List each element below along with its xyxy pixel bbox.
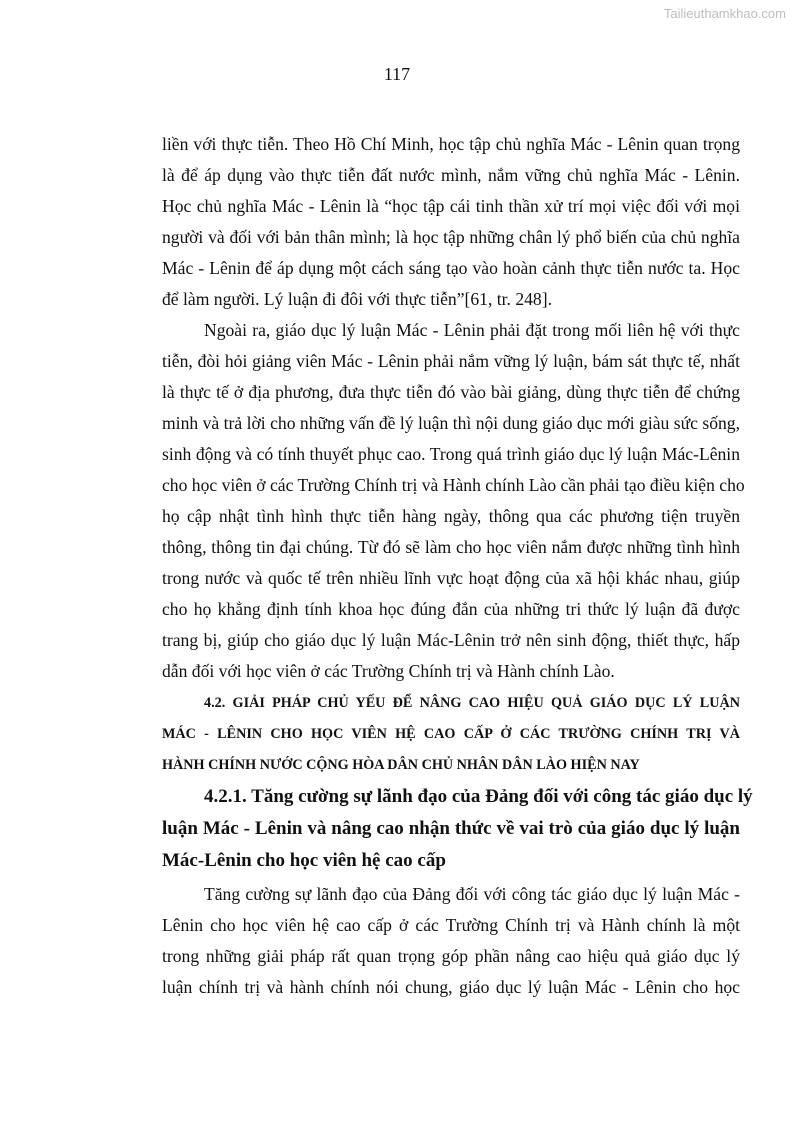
subsection-heading: Mác-Lênin cho học viên hệ cao cấp	[162, 850, 446, 871]
text-line: thông, thông tin đại chúng. Từ đó sẽ làm cho học viên nắm được những tình hình	[162, 537, 740, 557]
text-line: Ngoài ra, giáo dục lý luận Mác - Lênin phải đặt trong mối liên hệ với thực	[204, 320, 740, 340]
page-number: 117	[383, 64, 411, 84]
text-line: dẫn đối với học viên ở các Trường Chính trị và Hành chính Lào.	[162, 661, 615, 681]
text-line: người và đối với bản thân mình; là học tập những chân lý phổ biến của chủ nghĩa	[162, 227, 740, 247]
section-heading: MÁC - LÊNIN CHO HỌC VIÊN HỆ CAO CẤP Ở CÁC TRƯỜNG CHÍNH TRỊ VÀ	[162, 726, 740, 742]
text-line: họ cập nhật tình hình thực tiễn hàng ngày, thông qua các phương tiện truyền	[162, 506, 740, 526]
section-heading: HÀNH CHÍNH NƯỚC CỘNG HÒA DÂN CHỦ NHÂN DÂN LÀO HIỆN NAY	[162, 757, 640, 773]
text-line: để làm người. Lý luận đi đôi với thực tiễn”[61, tr. 248].	[162, 289, 552, 309]
text-line: minh và trả lời cho những vấn đề lý luận thì nội dung giáo dục mới giàu sức sống,	[162, 413, 740, 433]
text-line: cho họ khẳng định tính khoa học đúng đắn của những tri thức lý luận đã được	[162, 599, 740, 619]
watermark: Tailieuthamkhao.com	[663, 6, 786, 21]
text-line: tiễn, đòi hỏi giảng viên Mác - Lênin phải nắm vững lý luận, bám sát thực tế, nhất	[162, 351, 740, 371]
text-line: là để áp dụng vào thực tiễn đất nước mình, nắm vững chủ nghĩa Mác - Lênin.	[162, 165, 740, 185]
section-heading: 4.2. GIẢI PHÁP CHỦ YẾU ĐỂ NÂNG CAO HIỆU QUẢ GIÁO DỤC LÝ LUẬN	[204, 695, 740, 711]
subsection-heading: 4.2.1. Tăng cường sự lãnh đạo của Đảng đối với công tác giáo dục lý	[204, 786, 753, 807]
text-line: Tăng cường sự lãnh đạo của Đảng đối với công tác giáo dục lý luận Mác -	[204, 884, 740, 904]
text-line: trong những giải pháp rất quan trọng góp phần nâng cao hiệu quả giáo dục lý	[162, 946, 740, 966]
text-line: trang bị, giúp cho giáo dục lý luận Mác-Lênin trở nên sinh động, thiết thực, hấp	[162, 630, 740, 650]
text-line: luận chính trị và hành chính nói chung, giáo dục lý luận Mác - Lênin cho học	[162, 977, 740, 997]
text-line: trong nước và quốc tế trên nhiều lĩnh vực hoạt động của xã hội khác nhau, giúp	[162, 568, 740, 588]
text-line: là thực tế ở địa phương, đưa thực tiễn đó vào bài giảng, dùng thực tiễn để chứng	[162, 382, 740, 402]
text-line: Học chủ nghĩa Mác - Lênin là “học tập cái tinh thần xử trí mọi việc đối với mọi	[162, 196, 740, 216]
text-line: Lênin cho học viên hệ cao cấp ở các Trường Chính trị và Hành chính là một	[162, 915, 740, 935]
text-line: liền với thực tiễn. Theo Hồ Chí Minh, học tập chủ nghĩa Mác - Lênin quan trọng	[162, 134, 740, 154]
subsection-heading: luận Mác - Lênin và nâng cao nhận thức về vai trò của giáo dục lý luận	[162, 818, 740, 839]
text-line: cho học viên ở các Trường Chính trị và Hành chính Lào cần phải tạo điều kiện cho	[162, 475, 745, 495]
text-line: Mác - Lênin để áp dụng một cách sáng tạo vào hoàn cảnh thực tiễn nước ta. Học	[162, 258, 740, 278]
text-line: sinh động và có tính thuyết phục cao. Trong quá trình giáo dục lý luận Mác-Lênin	[162, 444, 740, 464]
